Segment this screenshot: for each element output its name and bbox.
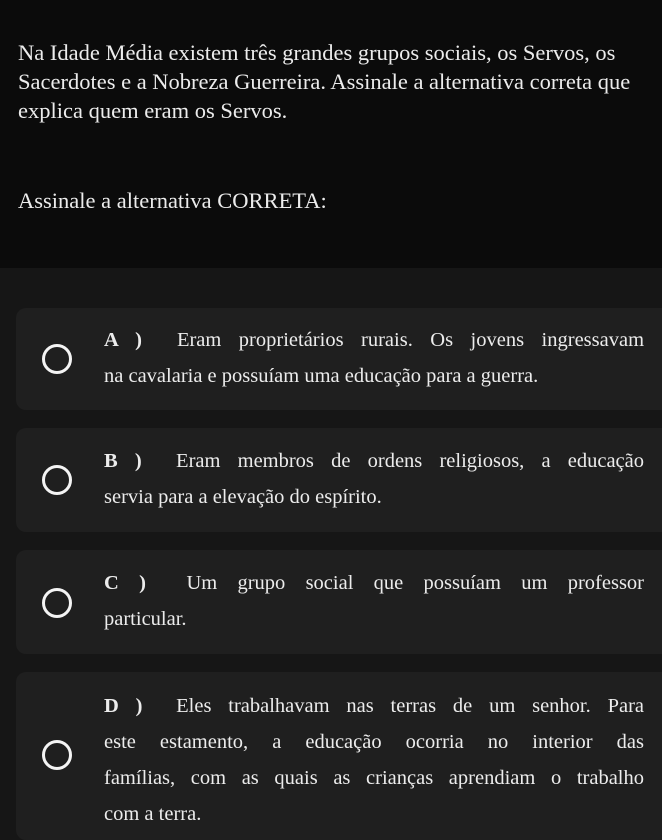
option-c[interactable] bbox=[16, 550, 662, 654]
option-d-text bbox=[104, 688, 644, 832]
option-letter: C ) bbox=[104, 572, 146, 594]
option-c-text bbox=[104, 565, 644, 637]
option-line: Eram proprietários rurais. Os jovens ingressavam bbox=[176, 329, 645, 351]
option-d[interactable] bbox=[16, 672, 662, 840]
option-a[interactable] bbox=[16, 308, 662, 410]
radio-button-b[interactable] bbox=[42, 465, 72, 495]
option-line: Eles trabalhavam nas terras de um senhor. Para bbox=[176, 695, 644, 717]
option-a-text bbox=[104, 322, 644, 394]
question-line: explica quem eram os Servos. bbox=[18, 98, 288, 123]
question-line: Sacerdotes e a Nobreza Guerreira. Assinale a alternativa correta que bbox=[18, 69, 631, 94]
question-panel bbox=[0, 0, 662, 268]
option-b[interactable] bbox=[16, 428, 662, 532]
option-letter: B ) bbox=[104, 450, 142, 472]
option-line: servia para a elevação do espírito. bbox=[104, 486, 382, 508]
option-line: com a terra. bbox=[104, 803, 202, 825]
question-text bbox=[18, 38, 662, 125]
option-letter: D ) bbox=[104, 695, 143, 717]
radio-button-c[interactable] bbox=[42, 588, 72, 618]
question-line: Na Idade Média existem três grandes grupos sociais, os Servos, os bbox=[18, 40, 616, 65]
instruction-text: Assinale a alternativa CORRETA: bbox=[18, 188, 327, 213]
option-line: particular. bbox=[104, 608, 187, 630]
option-line: famílias, com as quais as crianças aprendiam o trabalho bbox=[104, 767, 644, 789]
option-letter: A ) bbox=[104, 329, 142, 351]
option-line: Um grupo social que possuíam um professor bbox=[186, 572, 644, 594]
option-line: este estamento, a educação ocorria no interior das bbox=[104, 731, 644, 753]
radio-button-a[interactable] bbox=[42, 344, 72, 374]
radio-button-d[interactable] bbox=[42, 740, 72, 770]
option-line: na cavalaria e possuíam uma educação para a guerra. bbox=[104, 365, 539, 387]
option-line: Eram membros de ordens religiosos, a educação bbox=[176, 450, 644, 472]
option-b-text bbox=[104, 443, 644, 515]
